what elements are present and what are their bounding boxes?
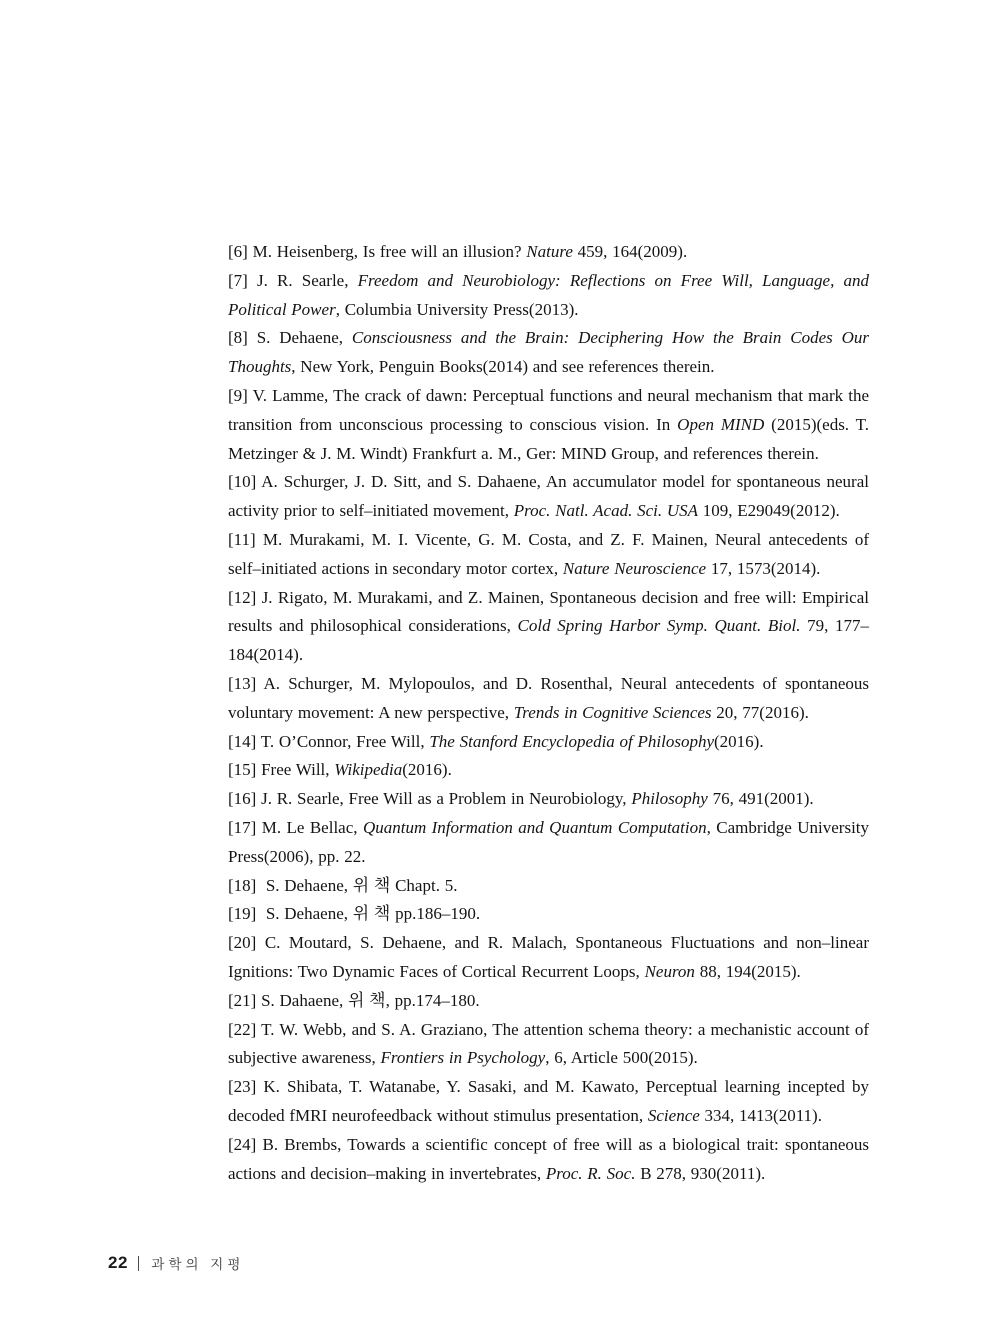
reference-entry <box>228 670 869 728</box>
reference-entry <box>228 785 869 814</box>
reference-entry <box>228 267 869 325</box>
reference-text: 109, E29049(2012). <box>698 501 840 521</box>
reference-text: 79, 177–184(2014). <box>228 616 870 665</box>
reference-number: [20] <box>228 933 265 953</box>
reference-text: J. Rigato, M. Murakami, and Z. Mainen, Spontaneous decision and free will: Empirical results and philosophical considerations, <box>228 587 869 636</box>
reference-entry <box>228 1016 869 1074</box>
reference-number: [15] <box>228 760 262 780</box>
reference-number: [8] <box>228 328 257 348</box>
reference-work-title: Cold Spring Harbor Symp. Quant. Biol. <box>517 616 801 636</box>
reference-number: [9] <box>228 385 253 405</box>
reference-entry <box>228 324 869 382</box>
reference-work-title: Consciousness and the Brain: Deciphering How the Brain Codes Our Thoughts <box>228 328 869 377</box>
page-number: 22 <box>108 1253 128 1272</box>
reference-work-title: The Stanford Encyclopedia of Philosophy <box>429 731 715 751</box>
reference-work-title: Freedom and Neurobiology: Reflections on Free Will, Language, and Political Power <box>228 270 869 319</box>
reference-text: , 6, Article 500(2015). <box>545 1048 698 1068</box>
reference-text: 17, 1573(2014). <box>706 558 821 578</box>
reference-text: (2016). <box>714 731 764 751</box>
reference-work-title: Nature <box>526 242 573 261</box>
reference-work-title: Wikipedia <box>334 760 403 780</box>
reference-number: [24] <box>228 1134 263 1154</box>
reference-number: [18] <box>228 875 262 895</box>
reference-work-title: Nature Neuroscience <box>562 558 707 578</box>
reference-work-title: Open MIND <box>677 414 765 434</box>
reference-work-title: Trends in Cognitive Sciences <box>513 702 712 722</box>
reference-text: A. Schurger, M. Mylopoulos, and D. Rosenthal, Neural antecedents of spontaneous voluntary movement: A new perspective, <box>228 673 869 722</box>
reference-list <box>228 238 869 1188</box>
reference-entry <box>228 468 869 526</box>
reference-text: S. Dehaene, 위 책 Chapt. 5. <box>261 875 458 895</box>
reference-number: [6] <box>228 242 253 261</box>
reference-number: [7] <box>228 270 257 290</box>
reference-work-title: Quantum Information and Quantum Computation <box>362 817 707 837</box>
reference-number: [21] <box>228 990 262 1010</box>
reference-work-title: Philosophy <box>631 789 708 809</box>
reference-number: [14] <box>228 731 261 751</box>
reference-text: (2016). <box>402 760 452 780</box>
reference-text: 88, 194(2015). <box>694 961 801 981</box>
reference-entry <box>228 1073 869 1131</box>
reference-number: [12] <box>228 587 262 607</box>
reference-entry <box>228 238 869 267</box>
reference-text: 20, 77(2016). <box>711 702 809 722</box>
reference-text: S. Dahaene, 위 책, pp.174–180. <box>261 990 480 1010</box>
journal-title: 과학의 지평 <box>151 1257 245 1272</box>
reference-work-title: Frontiers in Psychology <box>380 1048 546 1068</box>
reference-number: [10] <box>228 472 262 492</box>
reference-text: S. Dehaene, <box>256 328 352 348</box>
reference-entry <box>228 526 869 584</box>
reference-entry <box>228 382 869 468</box>
reference-text: M. Murakami, M. I. Vicente, G. M. Costa, and Z. F. Mainen, Neural antecedents of self–initiated actions in secondary motor cortex, <box>228 529 869 578</box>
reference-text: K. Shibata, T. Watanabe, Y. Sasaki, and M. Kawato, Perceptual learning incepted by decoded fMRI neurofeedback without stimulus presentation, <box>228 1077 870 1125</box>
reference-text: M. Heisenberg, Is free will an illusion? <box>252 242 527 261</box>
reference-number: [17] <box>228 817 262 837</box>
reference-text: S. Dehaene, 위 책 pp.186–190. <box>261 904 481 924</box>
reference-text: (2015)(eds. T. Metzinger & J. M. Windt) Frankfurt a. M., Ger: MIND Group, and references therein. <box>228 414 869 463</box>
reference-entry <box>228 584 869 670</box>
reference-entry <box>228 987 869 1016</box>
reference-work-title: Proc. R. Soc. <box>545 1163 636 1183</box>
reference-text: , Cambridge University Press(2006), pp. 22. <box>228 817 870 866</box>
reference-text: 76, 491(2001). <box>707 789 814 809</box>
reference-text: , New York, Penguin Books(2014) and see references therein. <box>291 357 715 377</box>
reference-number: [13] <box>228 673 264 693</box>
reference-number: [22] <box>228 1019 262 1039</box>
reference-number: [19] <box>228 904 262 924</box>
reference-text: C. Moutard, S. Dehaene, and R. Malach, Spontaneous Fluctuations and non–linear Ignitions: Two Dynamic Faces of Cortical Recurrent Loops, <box>228 933 869 981</box>
reference-work-title: Neuron <box>644 961 695 981</box>
reference-entry <box>228 728 869 757</box>
reference-entry <box>228 1131 869 1189</box>
reference-number: [11] <box>228 529 263 549</box>
reference-entry <box>228 756 869 785</box>
reference-text: V. Lamme, The crack of dawn: Perceptual functions and neural mechanism that mark the transition from unconscious processing to conscious vision. In <box>228 385 869 434</box>
reference-entry <box>228 929 869 987</box>
reference-entry <box>228 900 869 929</box>
reference-text: B. Brembs, Towards a scientific concept of free will as a biological trait: spontaneous actions and decision–making in invertebrates, <box>228 1134 869 1183</box>
reference-entry <box>228 872 869 901</box>
reference-work-title: Proc. Natl. Acad. Sci. USA <box>513 501 699 521</box>
reference-text: B 278, 930(2011). <box>635 1163 766 1183</box>
reference-text: T. W. Webb, and S. A. Graziano, The attention schema theory: a mechanistic account of subjective awareness, <box>228 1019 870 1068</box>
reference-text: T. O’Connor, Free Will, <box>260 731 430 751</box>
reference-text: J. R. Searle, <box>256 270 358 290</box>
reference-text: J. R. Searle, Free Will as a Problem in Neurobiology, <box>261 789 632 809</box>
reference-entry <box>228 814 869 872</box>
reference-work-title: Science <box>647 1105 700 1125</box>
reference-text: 459, 164(2009). <box>572 242 688 261</box>
page-footer <box>108 1253 244 1273</box>
footer-divider <box>138 1256 140 1271</box>
reference-text: , Columbia University Press(2013). <box>335 299 579 319</box>
reference-text: 334, 1413(2011). <box>699 1105 822 1125</box>
reference-number: [23] <box>228 1077 264 1097</box>
reference-text: Free Will, <box>261 760 335 780</box>
reference-number: [16] <box>228 789 262 809</box>
reference-text: M. Le Bellac, <box>261 817 363 837</box>
reference-text: A. Schurger, J. D. Sitt, and S. Dahaene, An accumulator model for spontaneous neural activity prior to self–initiated movement, <box>228 472 869 521</box>
